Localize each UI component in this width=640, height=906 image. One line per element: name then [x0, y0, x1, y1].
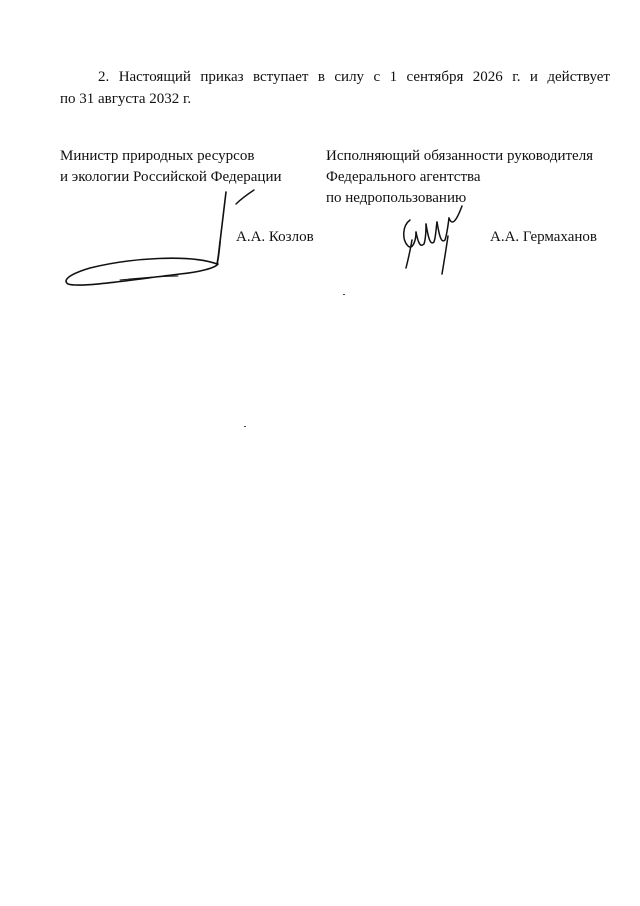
germakhanov-signature: [392, 196, 472, 278]
left-signatory-position: [60, 146, 310, 188]
scan-speck: [244, 426, 246, 427]
paragraph-line-1: 2. Настоящий приказ вступает в силу с 1 сентября 2026 г. и действует: [98, 69, 610, 85]
right-position-line-3: по недропользованию: [326, 190, 467, 206]
right-signatory-name: А.А. Гермаханов: [490, 229, 597, 245]
left-signatory-name: А.А. Козлов: [236, 229, 314, 245]
paragraph-line-2: по 31 августа 2032 г.: [60, 91, 192, 107]
right-position-line-2: Федерального агентства: [326, 169, 481, 185]
left-position-line-2: и экологии Российской Федерации: [60, 169, 282, 185]
right-position-line-1: Исполняющий обязанности руководителя: [326, 148, 594, 164]
order-effective-date-paragraph: [60, 66, 610, 110]
kozlov-signature: [60, 186, 260, 292]
left-position-line-1: Министр природных ресурсов: [60, 148, 255, 164]
scan-speck: [343, 294, 345, 295]
